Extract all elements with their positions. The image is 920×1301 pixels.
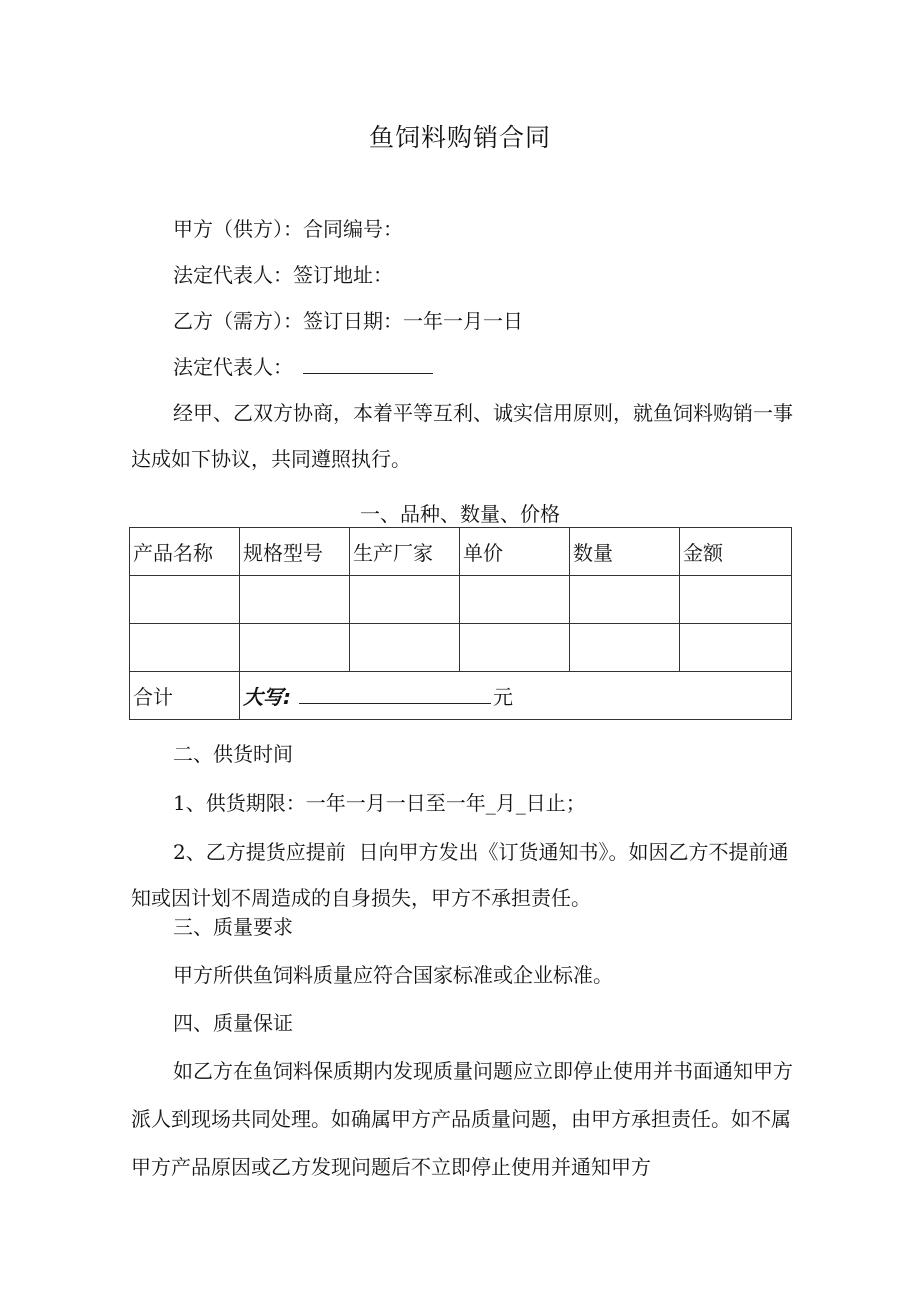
section3-body: 甲方所供鱼饲料质量应符合国家标准或企业标准。 [173,963,613,987]
table-cell[interactable] [240,576,350,624]
table-cell[interactable] [570,624,680,672]
table-cell[interactable] [240,624,350,672]
table-cell[interactable] [130,624,240,672]
table-cell[interactable] [570,576,680,624]
currency-unit: 元 [493,685,513,709]
table-row [130,576,792,624]
section2-title: 二、供货时间 [173,742,293,766]
table-header-row [130,528,792,576]
header-manufacturer: 生产厂家 [350,528,460,576]
table-row [130,624,792,672]
section4-body: 如乙方在鱼饲料保质期内发现质量问题应立即停止使用并书面通知甲方派人到现场共同处理。如确属甲方产品质量问题，由甲方承担责任。如不属甲方产品原因或乙方发现问题后不立即停止使用并通知甲方 [131,1059,793,1179]
table-cell[interactable] [350,624,460,672]
contract-title: 鱼饲料购销合同 [368,123,551,152]
legal-rep-b-label: 法定代表人： [173,355,293,379]
table-cell[interactable] [460,576,570,624]
table-cell[interactable] [460,624,570,672]
legal-rep-a-line: 法定代表人：签订地址： [173,263,393,287]
daxie-label: 大写: [243,685,291,709]
intro-paragraph: 经甲、乙双方协商，本着平等互利、诚实信用原则，就鱼饲料购销一事达成如下协议，共同遵照执行。 [131,401,793,471]
table-total-row [130,672,792,720]
goods-table [129,527,792,720]
header-quantity: 数量 [570,528,680,576]
section1-title: 一、品种、数量、价格 [360,502,560,526]
section2-item1: 1、供货期限：一年一月一日至一年_月_日止； [173,791,586,815]
section3-title: 三、质量要求 [173,915,293,939]
amount-blank[interactable] [299,685,491,704]
header-unit-price: 单价 [460,528,570,576]
header-spec-model: 规格型号 [240,528,350,576]
header-amount: 金额 [680,528,792,576]
table-cell[interactable] [350,576,460,624]
legal-rep-b-blank[interactable] [303,355,433,374]
table-cell[interactable] [130,576,240,624]
section2-item2: 2、乙方提货应提前 日向甲方发出《订货通知书》。如因乙方不提前通知或因计划不周造成的自身损失，甲方不承担责任。 [131,840,789,910]
table-cell[interactable] [680,576,792,624]
total-amount-cell[interactable] [240,672,792,720]
header-product-name: 产品名称 [130,528,240,576]
section4-title: 四、质量保证 [173,1011,293,1035]
table-cell[interactable] [680,624,792,672]
party-a-line: 甲方（供方）：合同编号： [173,217,403,241]
total-label: 合计 [130,672,240,720]
legal-rep-b-line [173,353,433,381]
party-b-line: 乙方（需方）：签订日期：一年一月一日 [173,309,523,333]
